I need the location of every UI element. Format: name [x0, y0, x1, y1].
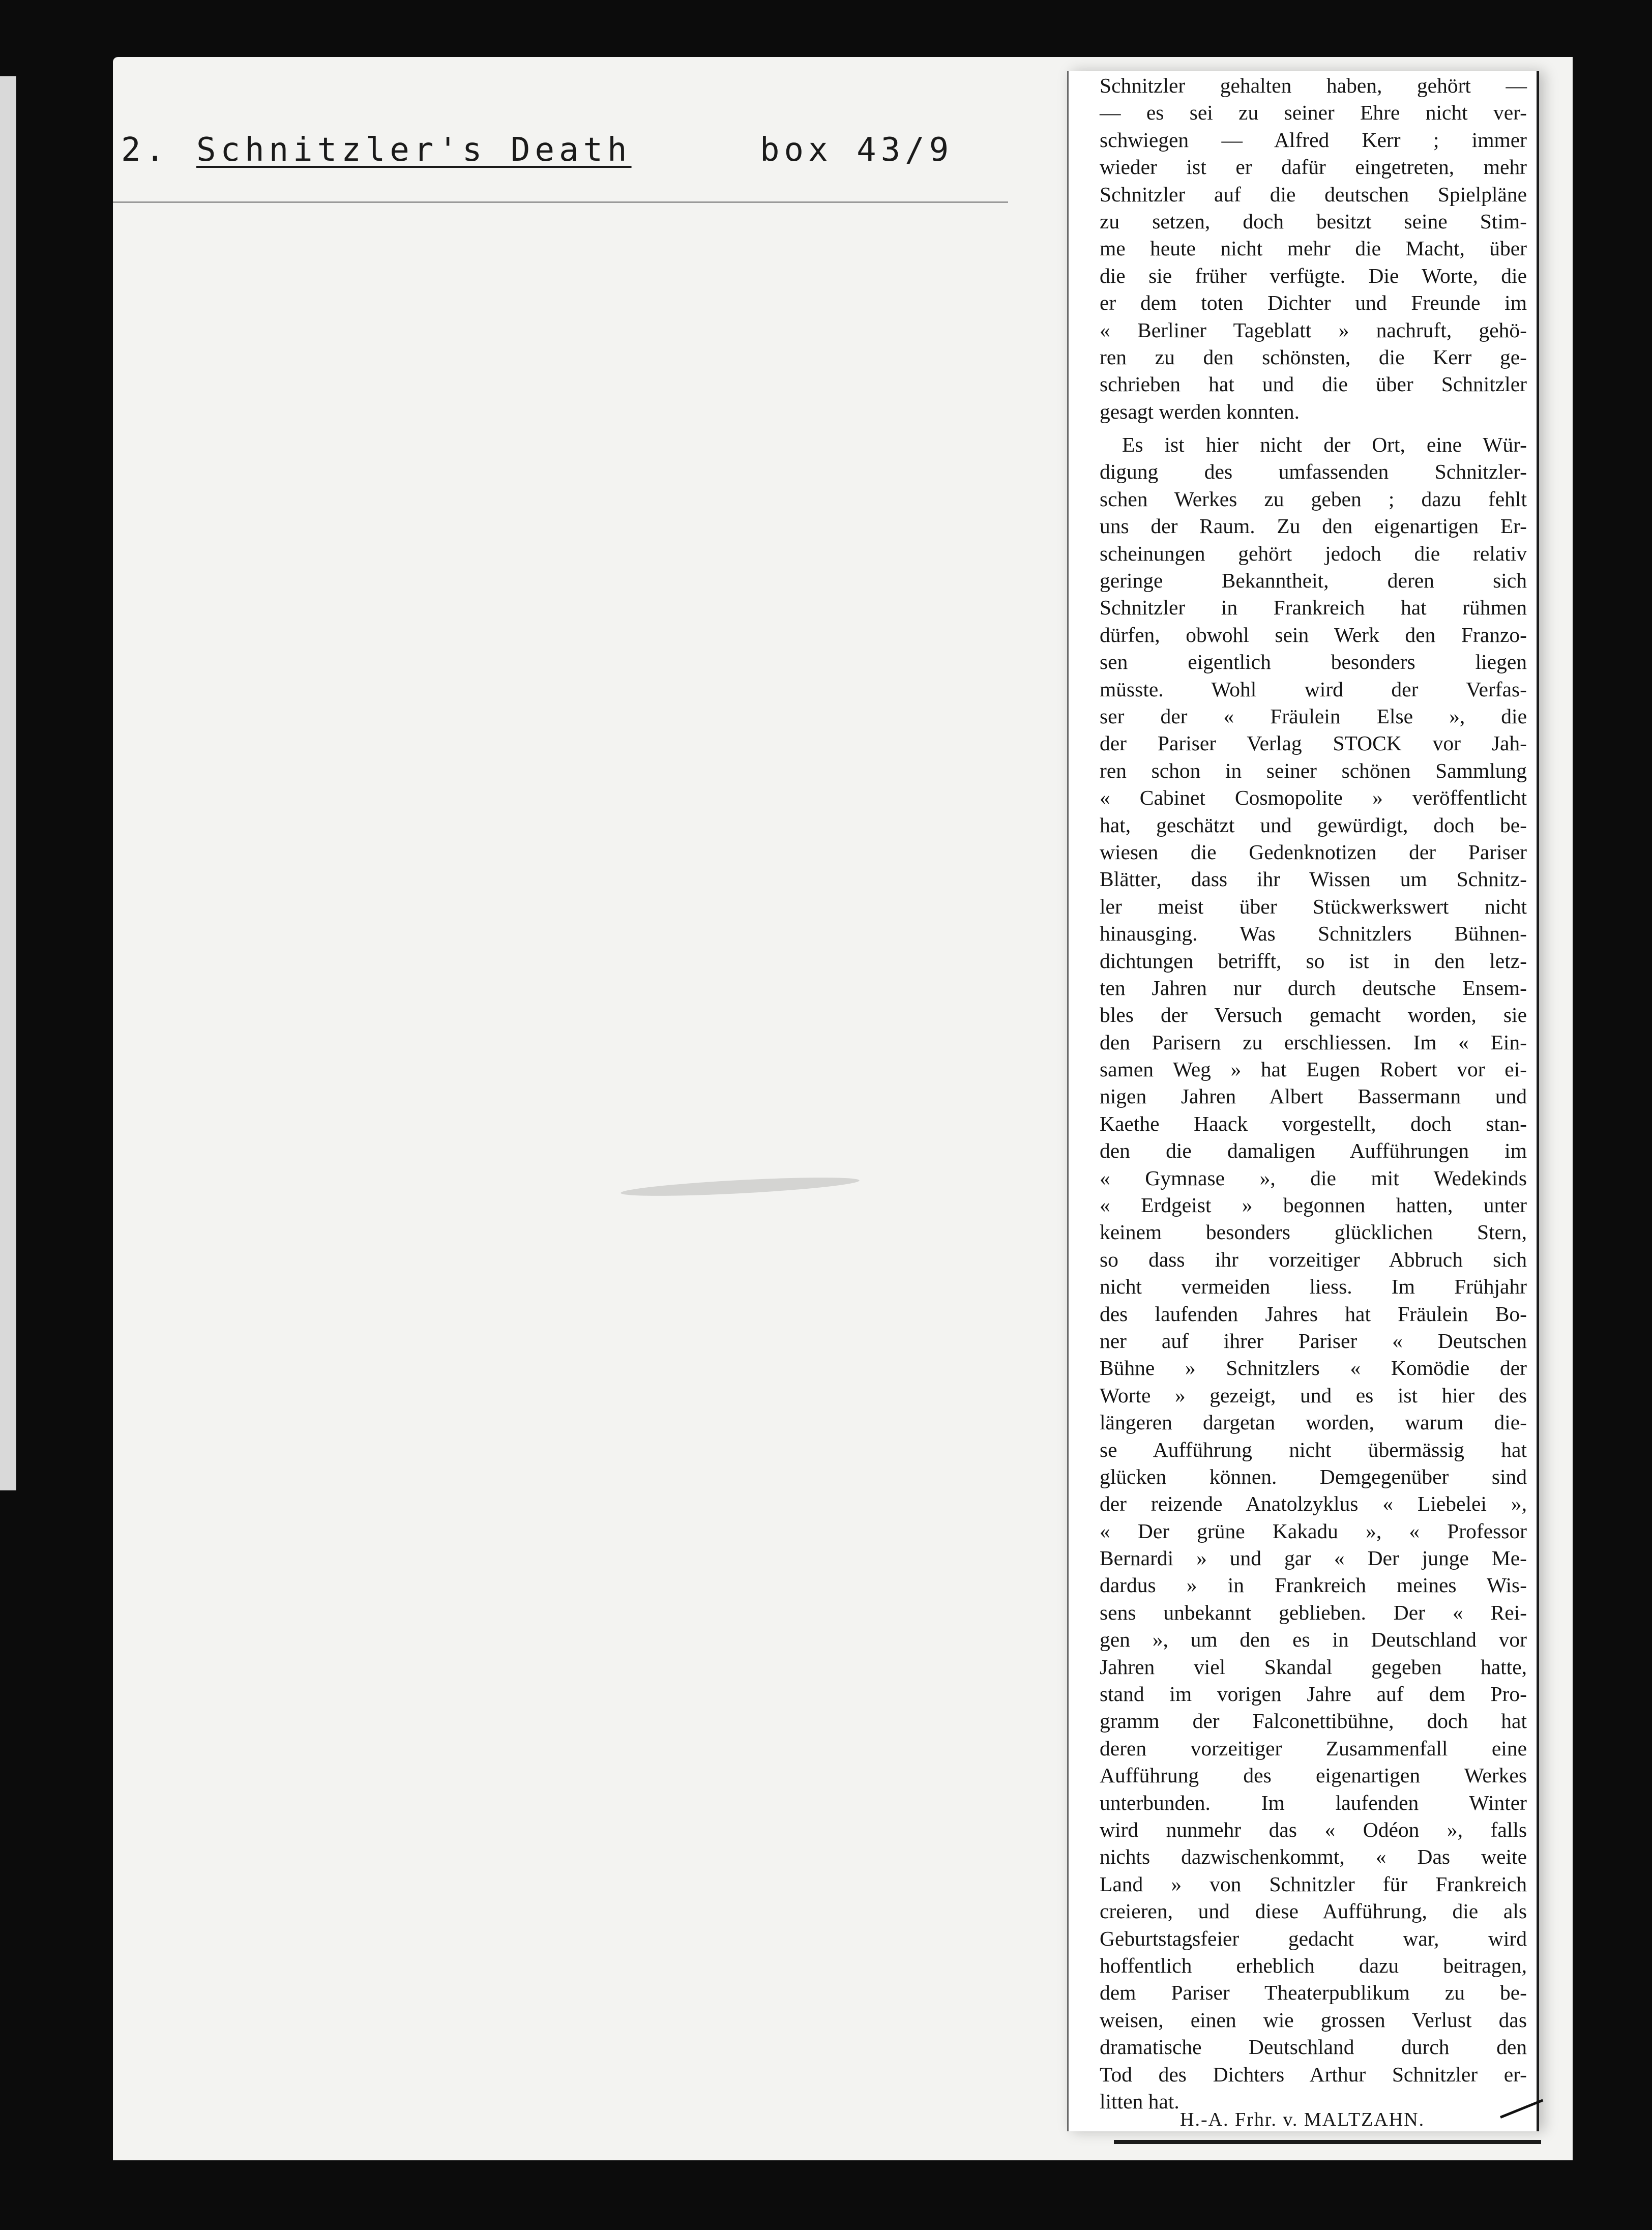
article-line: wird nunmehr das « Odéon », falls — [1100, 1818, 1527, 1841]
article-line: keinem besonders glücklichen Stern, — [1100, 1220, 1527, 1244]
article-line: Geburtstagsfeier gedacht war, wird — [1100, 1926, 1527, 1950]
article-line: unterbunden. Im laufenden Winter — [1100, 1791, 1527, 1814]
folder-number: 2. — [121, 131, 170, 169]
article-line: uns der Raum. Zu den eigenartigen Er- — [1100, 514, 1527, 538]
article-line: weisen, einen wie grossen Verlust das — [1100, 2008, 1527, 2032]
article-line: gramm der Falconettibühne, doch hat — [1100, 1709, 1527, 1733]
article-line: ten Jahren nur durch deutsche Ensem- — [1100, 976, 1527, 1000]
clipping-bottom-rule — [1114, 2140, 1541, 2144]
article-line: Aufführung des eigenartigen Werkes — [1100, 1764, 1527, 1787]
article-line: Schnitzler auf die deutschen Spielpläne — [1100, 182, 1527, 206]
article-line: dramatische Deutschland durch den — [1100, 2035, 1527, 2059]
article-line: dürfen, obwohl sein Werk den Franzo- — [1100, 623, 1527, 647]
article-line: « Berliner Tageblatt » nachruft, gehö- — [1100, 318, 1527, 342]
article-line: « Der grüne Kakadu », « Professor — [1100, 1519, 1527, 1543]
article-line: die sie früher verfügte. Die Worte, die — [1100, 263, 1527, 287]
article-line: dardus » in Frankreich meines Wis- — [1100, 1573, 1527, 1597]
article-line: litten hat. — [1100, 2089, 1179, 2113]
article-line: dem Pariser Theaterpublikum zu be- — [1100, 1981, 1527, 2005]
article-line: sen eigentlich besonders liegen — [1100, 650, 1527, 674]
article-line: digung des umfassenden Schnitzler- — [1100, 460, 1527, 484]
article-line: — es sei zu seiner Ehre nicht ver- — [1100, 101, 1527, 125]
article-line: zu setzen, doch besitzt seine Stim- — [1100, 209, 1527, 233]
article-line: Jahren viel Skandal gegeben hatte, — [1100, 1655, 1527, 1679]
article-line: me heute nicht mehr die Macht, über — [1100, 237, 1527, 260]
article-text — [1100, 72, 1527, 2115]
article-line: schen Werkes zu geben ; dazu fehlt — [1100, 487, 1527, 511]
article-line: ler meist über Stückwerkswert nicht — [1100, 894, 1527, 918]
article-line: den Parisern zu erschliessen. Im « Ein- — [1100, 1030, 1527, 1054]
article-line: Es ist hier nicht der Ort, eine Wür- — [1122, 433, 1527, 457]
article-line: müsste. Wohl wird der Verfas- — [1100, 677, 1527, 701]
article-line: stand im vorigen Jahre auf dem Pro- — [1100, 1682, 1527, 1706]
author-signature: H.-A. Frhr. v. MALTZAHN. — [1180, 2109, 1425, 2130]
article-line: « Gymnase », die mit Wedekinds — [1100, 1166, 1527, 1190]
header-divider — [113, 201, 1008, 203]
article-line: ren schon in seiner schönen Sammlung — [1100, 758, 1527, 782]
article-line: Schnitzler gehalten haben, gehört — — [1100, 74, 1527, 97]
article-line: creieren, und diese Aufführung, die als — [1100, 1899, 1527, 1923]
folder-title: Schnitzler's Death — [196, 131, 632, 169]
article-line: sens unbekannt geblieben. Der « Rei- — [1100, 1600, 1527, 1624]
article-line: der Pariser Verlag STOCK vor Jah- — [1100, 731, 1527, 755]
article-line: gesagt werden konnten. — [1100, 399, 1300, 423]
article-line: längeren dargetan worden, warum die- — [1100, 1411, 1527, 1434]
article-line: hat, geschätzt und gewürdigt, doch be- — [1100, 813, 1527, 837]
article-line: bles der Versuch gemacht worden, sie — [1100, 1003, 1527, 1027]
article-line: ren zu den schönsten, die Kerr ge- — [1100, 345, 1527, 369]
article-line: Bühne » Schnitzlers « Komödie der — [1100, 1356, 1527, 1380]
article-line: « Erdgeist » begonnen hatten, unter — [1100, 1193, 1527, 1217]
article-line: Kaethe Haack vorgestellt, doch stan- — [1100, 1111, 1527, 1135]
article-line: se Aufführung nicht übermässig hat — [1100, 1437, 1527, 1461]
article-line: nicht vermeiden liess. Im Frühjahr — [1100, 1275, 1527, 1299]
article-line: nigen Jahren Albert Bassermann und — [1100, 1084, 1527, 1108]
article-line: Worte » gezeigt, und es ist hier des — [1100, 1383, 1527, 1407]
article-line: Blätter, dass ihr Wissen um Schnitz- — [1100, 867, 1527, 891]
article-line: scheinungen gehört jedoch die relativ — [1100, 541, 1527, 565]
box-reference: box 43/9 — [760, 131, 954, 169]
article-line: wieder ist er dafür eingetreten, mehr — [1100, 155, 1527, 179]
article-line: er dem toten Dichter und Freunde im — [1100, 291, 1527, 315]
article-line: glücken können. Demgegenüber sind — [1100, 1464, 1527, 1488]
article-line: Bernardi » und gar « Der junge Me- — [1100, 1546, 1527, 1570]
article-line: « Cabinet Cosmopolite » veröffentlicht — [1100, 786, 1527, 810]
article-line: deren vorzeitiger Zusammenfall eine — [1100, 1736, 1527, 1760]
article-line: nichts dazwischenkommt, « Das weite — [1100, 1845, 1527, 1869]
article-line: den die damaligen Aufführungen im — [1100, 1139, 1527, 1163]
article-line: samen Weg » hat Eugen Robert vor ei- — [1100, 1058, 1527, 1081]
article-line: geringe Bekanntheit, deren sich — [1100, 569, 1527, 593]
article-line: ser der « Fräulein Else », die — [1100, 704, 1527, 728]
article-line: schrieben hat und die über Schnitzler — [1100, 372, 1527, 396]
article-line: Tod des Dichters Arthur Schnitzler er- — [1100, 2062, 1527, 2086]
adjacent-page-edge — [0, 76, 16, 1490]
article-line: des laufenden Jahres hat Fräulein Bo- — [1100, 1302, 1527, 1326]
article-line: Schnitzler in Frankreich hat rühmen — [1100, 596, 1527, 620]
article-line: hoffentlich erheblich dazu beitragen, — [1100, 1953, 1527, 1977]
article-line: Land » von Schnitzler für Frankreich — [1100, 1872, 1527, 1896]
article-line: wiesen die Gedenknotizen der Pariser — [1100, 840, 1527, 864]
article-line: gen », um den es in Deutschland vor — [1100, 1628, 1527, 1652]
article-line: der reizende Anatolzyklus « Liebelei », — [1100, 1492, 1527, 1516]
article-line: ner auf ihrer Pariser « Deutschen — [1100, 1329, 1527, 1353]
article-line: schwiegen — Alfred Kerr ; immer — [1100, 128, 1527, 152]
article-line: hinausging. Was Schnitzlers Bühnen- — [1100, 922, 1527, 946]
article-line: so dass ihr vorzeitiger Abbruch sich — [1100, 1247, 1527, 1271]
article-line: dichtungen betrifft, so ist in den letz- — [1100, 949, 1527, 973]
archive-label — [121, 131, 1006, 177]
